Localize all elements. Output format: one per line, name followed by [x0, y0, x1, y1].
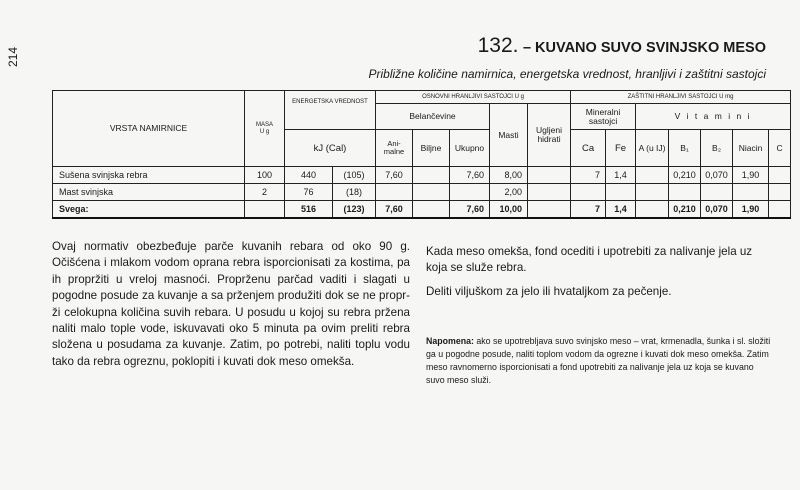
note-block	[426, 335, 772, 387]
cell-niacin: 1,90	[733, 201, 769, 219]
header-masti: Masti	[490, 104, 528, 167]
cell-fe: 1,4	[606, 167, 636, 184]
cell-niacin: 1,90	[733, 167, 769, 184]
cell-animalne: 7,60	[376, 167, 413, 184]
header-ugljeni: Ugljeni hidrati	[528, 104, 571, 167]
instructions-left	[52, 239, 410, 370]
cell-biljne	[413, 184, 450, 201]
cell-kj: 76	[285, 184, 333, 201]
header-vitamini: V i t a m i n i	[636, 104, 791, 130]
instructions-paragraph: Ovaj normativ obezbeđuje parče kuvanih rebara od oko 90 g. Očišćena i mlakom vodom oprana rebra isporcionisati za kostima, pa ih propržiti u vreloj masnoći. Proprženu parčad vaditi i slagati u pogodne posude za kuvanje a sa prženjem produžiti dok se ne proprži celokupna količina suvih rebara. U posudu u kojoj su rebra pržena naliti malo tople vode, iskuvavati oko 5 minuta pa ovim preliti rebra složena u posudama za kuvanje. Zatim, po potrebi, naliti toplu vodu tako da rebra ogreznu, poklopiti i kuvati dok meso omekša.	[52, 240, 410, 368]
cell-masti: 2,00	[490, 184, 528, 201]
cell-masti: 8,00	[490, 167, 528, 184]
header-a: A (u IJ)	[636, 130, 669, 167]
note-text: ako se upotrebljava suvo svinjsko meso – vrat, krmenadla, šunka i sl. složiti ga u pogodne posude, naliti toplom vodom da ogrezne i kuvati dok meso omekša. Zatim meso ravnomerno isporcionisati a fond upotrebiti za nalivanje jela uz koja se kuvano suvo meso služi.	[426, 336, 771, 385]
cell-ca: 7	[571, 167, 606, 184]
cell-ukupno	[450, 184, 490, 201]
header-masa	[245, 91, 285, 167]
cell-c	[769, 201, 791, 219]
cell-b1: 0,210	[669, 201, 701, 219]
nutrition-table	[52, 90, 791, 219]
header-kj-cal: kJ (Cal)	[285, 130, 376, 167]
header-masa-unit: U g	[259, 128, 270, 135]
header-ukupno: Ukupno	[450, 130, 490, 167]
header-b1: B₁	[669, 130, 701, 167]
recipe-number: 132.	[477, 34, 519, 57]
cell-ukupno: 7,60	[450, 167, 490, 184]
cell-ukupno: 7,60	[450, 201, 490, 219]
cell-biljne	[413, 167, 450, 184]
recipe-title	[478, 34, 766, 58]
cell-name: Sušena svinjska rebra	[53, 167, 245, 184]
header-belancevine: Belančevine	[376, 104, 490, 130]
cell-b1: 0,210	[669, 167, 701, 184]
cell-masa	[245, 201, 285, 219]
header-masa-label: MASA	[255, 121, 273, 128]
table-row	[53, 167, 791, 184]
cell-b2: 0,070	[701, 167, 733, 184]
header-mineralni: Mineralni sastojci	[571, 104, 636, 130]
note-label: Napomena:	[426, 336, 474, 346]
header-c: C	[769, 130, 791, 167]
cell-ugljeni	[528, 167, 571, 184]
cell-animalne: 7,60	[376, 201, 413, 219]
cell-a	[636, 184, 669, 201]
cell-a	[636, 201, 669, 219]
header-vrsta: VRSTA NAMIRNICE	[53, 91, 245, 167]
cell-biljne	[413, 201, 450, 219]
cell-kj: 440	[285, 167, 333, 184]
cell-animalne	[376, 184, 413, 201]
table-total-row	[53, 201, 791, 219]
header-ca: Ca	[571, 130, 606, 167]
header-osnovni: OSNOVNI HRANLJIVI SASTOJCI U g	[376, 91, 571, 104]
cell-cal: (18)	[333, 184, 376, 201]
table-row	[53, 184, 791, 201]
table-caption: Približne količine namirnica, energetska vrednost, hranljivi i zaštitni sastojci	[368, 67, 766, 81]
page-number: 214	[6, 46, 20, 68]
cell-ugljeni	[528, 184, 571, 201]
header-zastitni: ZAŠTITNI HRANLJIVI SASTOJCI U mg	[571, 91, 791, 104]
cell-masti: 10,00	[490, 201, 528, 219]
cell-name: Mast svinjska	[53, 184, 245, 201]
cell-kj: 516	[285, 201, 333, 219]
header-energy: ENERGETSKA VREDNOST	[285, 91, 376, 130]
cell-b2	[701, 184, 733, 201]
portioning-paragraph: Deliti viljuškom za jelo ili hvataljkom za pečenje.	[426, 284, 672, 298]
cell-cal: (105)	[333, 167, 376, 184]
cell-fe: 1,4	[606, 201, 636, 219]
cell-c	[769, 167, 791, 184]
header-fe: Fe	[606, 130, 636, 167]
cell-name: Svega:	[53, 201, 245, 219]
cell-masa: 2	[245, 184, 285, 201]
header-animalne: Ani- malne	[376, 130, 413, 167]
cell-ca	[571, 184, 606, 201]
cell-masa: 100	[245, 167, 285, 184]
cell-b1	[669, 184, 701, 201]
cell-a	[636, 167, 669, 184]
cell-cal: (123)	[333, 201, 376, 219]
instructions-right	[426, 244, 772, 307]
cell-c	[769, 184, 791, 201]
cell-b2: 0,070	[701, 201, 733, 219]
header-b2: B₂	[701, 130, 733, 167]
header-biljne: Biljne	[413, 130, 450, 167]
recipe-name: – KUVANO SUVO SVINJSKO MESO	[522, 40, 766, 56]
cell-ugljeni	[528, 201, 571, 219]
cell-ca: 7	[571, 201, 606, 219]
serving-paragraph: Kada meso omekša, fond ocediti i upotrebiti za nalivanje jela uz koja se služe rebra.	[426, 245, 753, 275]
header-niacin: Niacin	[733, 130, 769, 167]
cell-fe	[606, 184, 636, 201]
cell-niacin	[733, 184, 769, 201]
